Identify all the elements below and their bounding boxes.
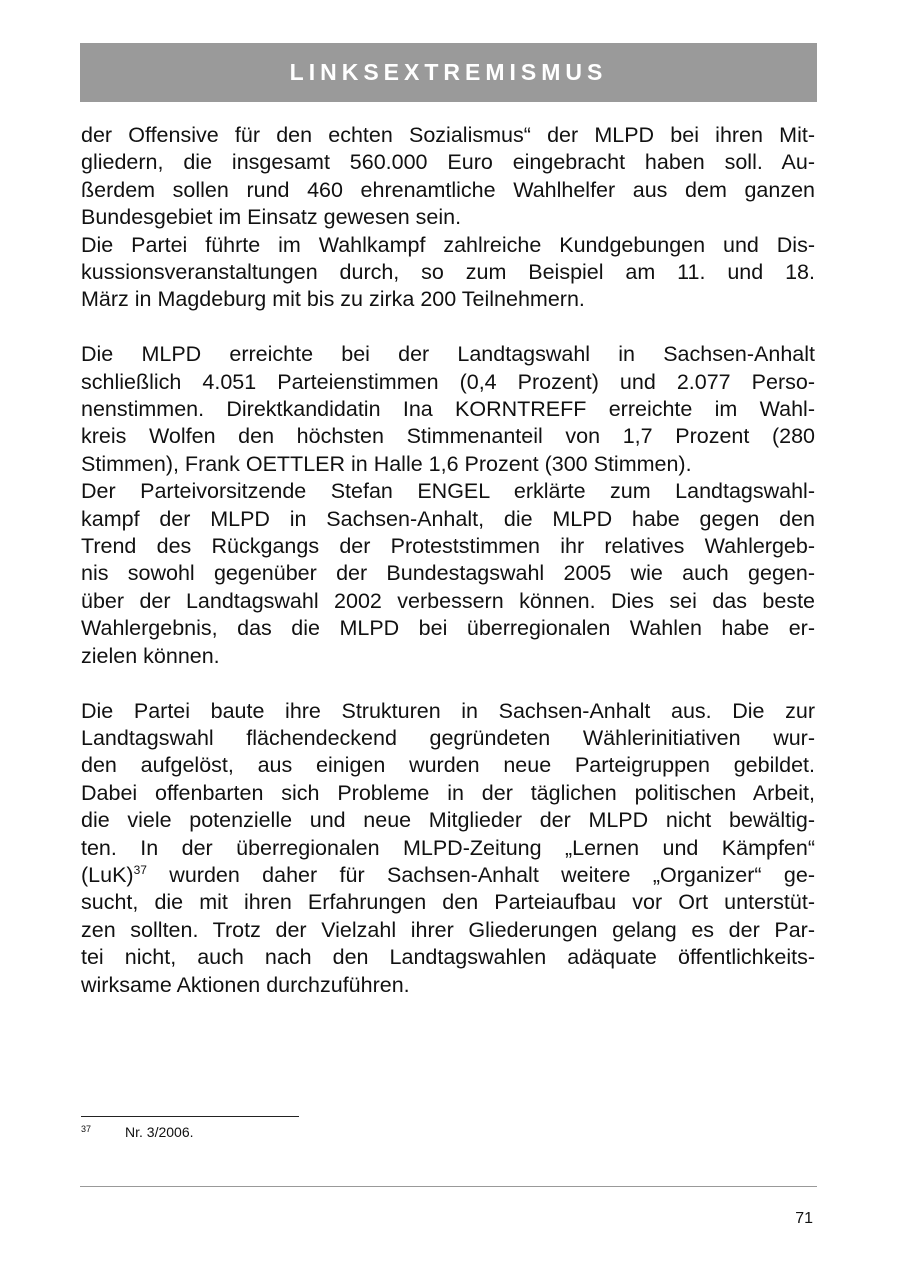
chapter-title: LINKSEXTREMISMUS [289, 59, 608, 85]
text-fragment: (LuK) [81, 862, 134, 887]
text-line: zielen können. [81, 643, 220, 668]
paragraph-4 [81, 478, 815, 670]
text-line: Wahlergebnis, das die MLPD bei überregionalen Wahlen habe er- [81, 616, 815, 641]
text-line: nenstimmen. Direktkandidatin Ina KORNTREFF erreichte im Wahl- [81, 397, 815, 422]
text-line: Landtagswahl flächendeckend gegründeten Wählerinitiativen wur- [81, 725, 815, 750]
footnote-text: Nr. 3/2006. [125, 1124, 194, 1140]
chapter-header-bar [80, 43, 817, 102]
footnote [81, 1124, 194, 1140]
paragraph-3 [81, 341, 815, 478]
paragraph-1 [81, 122, 815, 232]
text-line: die viele potenzielle und neue Mitglieder der MLPD nicht bewältig- [81, 808, 815, 833]
text-line: Stimmen), Frank OETTLER in Halle 1,6 Prozent (300 Stimmen). [81, 451, 692, 476]
body-text [81, 122, 815, 999]
text-line: Die Partei baute ihre Strukturen in Sachsen-Anhalt aus. Die zur [81, 698, 815, 723]
footnote-number: 37 [81, 1124, 92, 1134]
text-line-with-footnote-ref [81, 862, 815, 889]
text-line: kampf der MLPD in Sachsen-Anhalt, die MLPD habe gegen den [81, 506, 815, 531]
text-line: März in Magdeburg mit bis zu zirka 200 Teilnehmern. [81, 287, 585, 312]
paragraph-gap [81, 314, 815, 341]
text-line: den aufgelöst, aus einigen wurden neue Parteigruppen gebildet. [81, 753, 815, 778]
footnote-reference[interactable]: 37 [133, 862, 147, 877]
text-line: Die MLPD erreichte bei der Landtagswahl in Sachsen-Anhalt [81, 342, 815, 367]
paragraph-5 [81, 698, 815, 999]
text-line: Trend des Rückgangs der Proteststimmen ihr relatives Wahlergeb- [81, 534, 815, 559]
text-fragment: wurden daher für Sachsen-Anhalt weitere „Organizer“ ge- [146, 862, 815, 887]
page-footer-rule [80, 1186, 817, 1187]
text-line: ten. In der überregionalen MLPD-Zeitung „Lernen und Kämpfen“ [81, 835, 815, 860]
text-line: nis sowohl gegenüber der Bundestagswahl 2005 wie auch gegen- [81, 561, 815, 586]
text-line: zen sollten. Trotz der Vielzahl ihrer Gliederungen gelang es der Par- [81, 917, 815, 942]
text-line: sucht, die mit ihren Erfahrungen den Parteiaufbau vor Ort unterstüt- [81, 890, 815, 915]
text-line: kussionsveranstaltungen durch, so zum Beispiel am 11. und 18. [81, 260, 815, 285]
text-line: tei nicht, auch nach den Landtagswahlen adäquate öffentlichkeits- [81, 945, 815, 970]
text-line: gliedern, die insgesamt 560.000 Euro eingebracht haben soll. Au- [81, 150, 815, 175]
text-line: wirksame Aktionen durchzuführen. [81, 972, 410, 997]
page-number: 71 [795, 1210, 813, 1227]
text-line: Dabei offenbarten sich Probleme in der täglichen politischen Arbeit, [81, 780, 815, 805]
text-line: ßerdem sollen rund 460 ehrenamtliche Wahlhelfer aus dem ganzen [81, 177, 815, 202]
text-line: der Offensive für den echten Sozialismus“ der MLPD bei ihren Mit- [81, 123, 815, 147]
text-line: kreis Wolfen den höchsten Stimmenanteil von 1,7 Prozent (280 [81, 424, 815, 449]
text-line: Die Partei führte im Wahlkampf zahlreiche Kundgebungen und Dis- [81, 232, 815, 257]
text-line: Der Parteivorsitzende Stefan ENGEL erklärte zum Landtagswahl- [81, 479, 815, 504]
text-line: Bundesgebiet im Einsatz gewesen sein. [81, 205, 462, 230]
footnote-separator [81, 1116, 299, 1117]
paragraph-2 [81, 232, 815, 314]
text-line: schließlich 4.051 Parteienstimmen (0,4 Prozent) und 2.077 Perso- [81, 369, 815, 394]
paragraph-gap [81, 670, 815, 697]
text-line: über der Landtagswahl 2002 verbessern können. Dies sei das beste [81, 588, 815, 613]
